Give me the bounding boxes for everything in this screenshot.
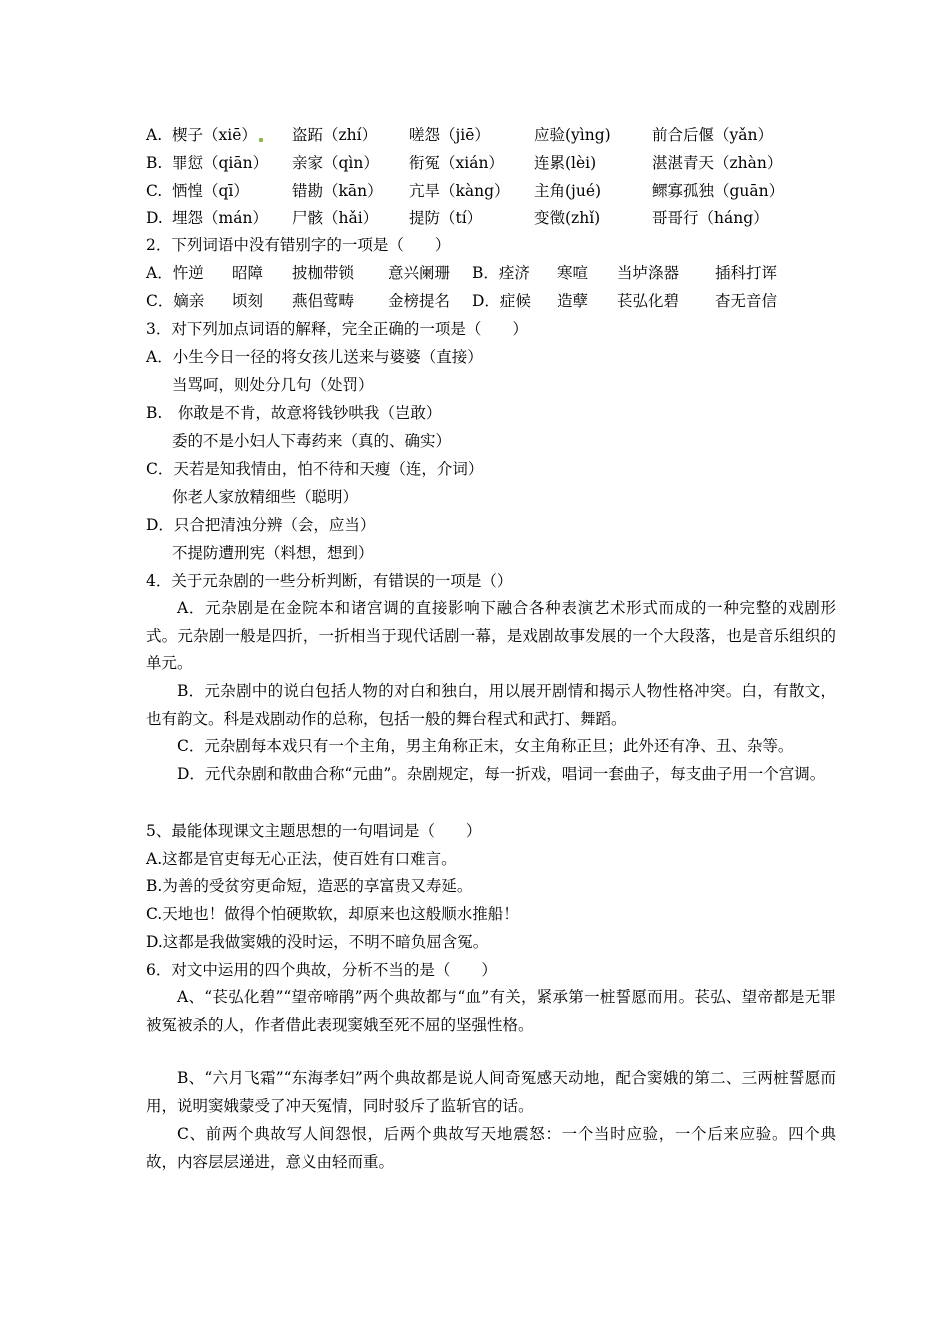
q2-word: 苌弘化碧 (617, 292, 680, 310)
q1-item: 罪愆（qiān） (172, 154, 269, 172)
q2-word: 顷刻 (232, 292, 264, 310)
q1-item: 前合后偃（yǎn） (652, 126, 773, 144)
q2-word: 插科打诨 (715, 264, 778, 282)
q1-item: 亲家（qìn） (292, 154, 379, 172)
q2-word: D．症候 (472, 292, 531, 310)
q6-option-a: A、“苌弘化碧”“望帝啼鹃”两个典故都与“血”有关，紧承第一桩誓愿而用。苌弘、望帝都是无罪被冤被杀的人，作者借此表现窦娥至死不屈的坚强性格。 (146, 988, 836, 1034)
q3-option-c-line2: 你老人家放精细些（聪明） (172, 488, 359, 506)
q2-question: 2．下列词语中没有错别字的一项是（ ） (146, 236, 451, 254)
q3-option-b-line1: B. 你敢是不肯，故意将钱钞哄我（岂敢） (146, 404, 442, 422)
q1-mark (258, 125, 264, 145)
q1-item: 鳏寡孤独（guān） (652, 182, 785, 200)
q6-question: 6．对文中运用的四个典故，分析不当的是（ ） (146, 961, 497, 979)
q5-option-b: B.为善的受贫穷更命短，造恶的享富贵又寿延。 (146, 877, 473, 895)
q2-word: B．痊济 (472, 264, 530, 282)
q1-item: 应验(yìng) (534, 126, 611, 144)
q4-option-b: B．元杂剧中的说白包括人物的对白和独白，用以展开剧情和揭示人物性格冲突。白，有散文，也有韵文。科是戏剧动作的总称，包括一般的舞台程式和武打、舞蹈。 (146, 682, 836, 728)
q1-item: 变徵(zhǐ) (534, 209, 601, 227)
annotation-dot-icon (259, 138, 263, 142)
q1-item: 衔冤（xián） (409, 154, 504, 172)
q1-item: 哥哥行（háng） (652, 209, 769, 227)
q4-option-c: C．元杂剧每本戏只有一个主角，男主角称正末，女主角称正旦；此外还有净、丑、杂等。 (177, 737, 794, 755)
q4-question: 4．关于元杂剧的一些分析判断，有错误的一项是（） (146, 572, 513, 590)
q2-word: 金榜提名 (388, 292, 451, 310)
q5-option-c: C.天地也！做得个怕硬欺软，却原来也这般顺水推船！ (146, 905, 519, 923)
q4-option-d: D．元代杂剧和散曲合称“元曲”。杂剧规定，每一折戏，唱词一套曲子，每支曲子用一个宫调。 (177, 765, 826, 783)
q3-option-a-line1: A．小生今日一径的将女孩儿送来与婆婆（直接） (146, 348, 483, 366)
q1-opt-label: D. (146, 209, 163, 227)
q4-option-a: A．元杂剧是在金院本和诸宫调的直接影响下融合各种表演艺术形式而成的一种完整的戏剧形式。元杂剧一般是四折，一折相当于现代话剧一幕，是戏剧故事发展的一个大段落，也是音乐组织的单元。 (146, 599, 836, 672)
q3-option-c-line1: C．天若是知我情由，怕不待和天瘦（连，介词） (146, 460, 484, 478)
q2-word: 造孽 (557, 292, 589, 310)
q1-item: 湛湛青天（zhàn） (652, 154, 783, 172)
q1-item: 盗跖（zhí） (292, 126, 378, 144)
q1-item: 亢旱（kàng） (409, 182, 510, 200)
q5-option-a: A.这都是官吏每无心正法，使百姓有口难言。 (146, 850, 457, 868)
q2-word: 昭障 (232, 264, 264, 282)
q2-word: A．忤逆 (146, 264, 204, 282)
q3-option-b-line2: 委的不是小妇人下毒药来（真的、确实） (172, 432, 452, 450)
q1-opt-label: C. (146, 182, 163, 200)
q1-item: 埋怨（mán） (172, 209, 268, 227)
q1-item: 嗟怨（jiē） (409, 126, 490, 144)
q2-word: 燕侣莺畴 (292, 292, 355, 310)
q3-option-a-line2: 当骂呵，则处分几句（处罚） (172, 376, 374, 394)
q1-item: 错勘（kān） (292, 182, 383, 200)
q1-item: 主角(jué) (534, 182, 602, 200)
q2-word: 意兴阑珊 (388, 264, 451, 282)
q3-option-d-line2: 不提防遭刑宪（料想，想到） (172, 544, 374, 562)
q3-option-d-line1: D．只合把清浊分辨（会，应当） (146, 516, 376, 534)
q2-word: 当垆涤器 (617, 264, 680, 282)
q2-word: 寒喧 (557, 264, 589, 282)
q6-option-c: C、前两个典故写人间怨恨，后两个典故写天地震怒：一个当时应验，一个后来应验。四个典故，内容层层递进，意义由轻而重。 (146, 1125, 836, 1171)
q1-item: 提防（tí） (409, 209, 483, 227)
q5-option-d: D.这都是我做窦娥的没时运，不明不暗负屈含冤。 (146, 933, 489, 951)
q1-opt-label: B. (146, 154, 163, 172)
q5-question: 5、最能体现课文主题思想的一句唱词是（ ） (146, 822, 482, 840)
q1-item: 连累(lèi) (534, 154, 597, 172)
q2-word: 杳无音信 (715, 292, 778, 310)
q1-opt-label: A. (146, 126, 163, 144)
q6-option-b: B、“六月飞霜”“东海孝妇”两个典故都是说人间奇冤感天动地，配合窦娥的第二、三两桩誓愿而用，说明窦娥蒙受了冲天冤情，同时驳斥了监斩官的话。 (146, 1069, 836, 1115)
q2-word: C．嫡亲 (146, 292, 205, 310)
q1-item: 恓惶（qī） (172, 182, 249, 200)
q3-question: 3．对下列加点词语的解释，完全正确的一项是（ ） (146, 320, 528, 338)
q1-item: 尸骸（hǎi） (292, 209, 379, 227)
q2-word: 披枷带锁 (292, 264, 355, 282)
q1-item: 楔子（xiē） (172, 126, 257, 144)
